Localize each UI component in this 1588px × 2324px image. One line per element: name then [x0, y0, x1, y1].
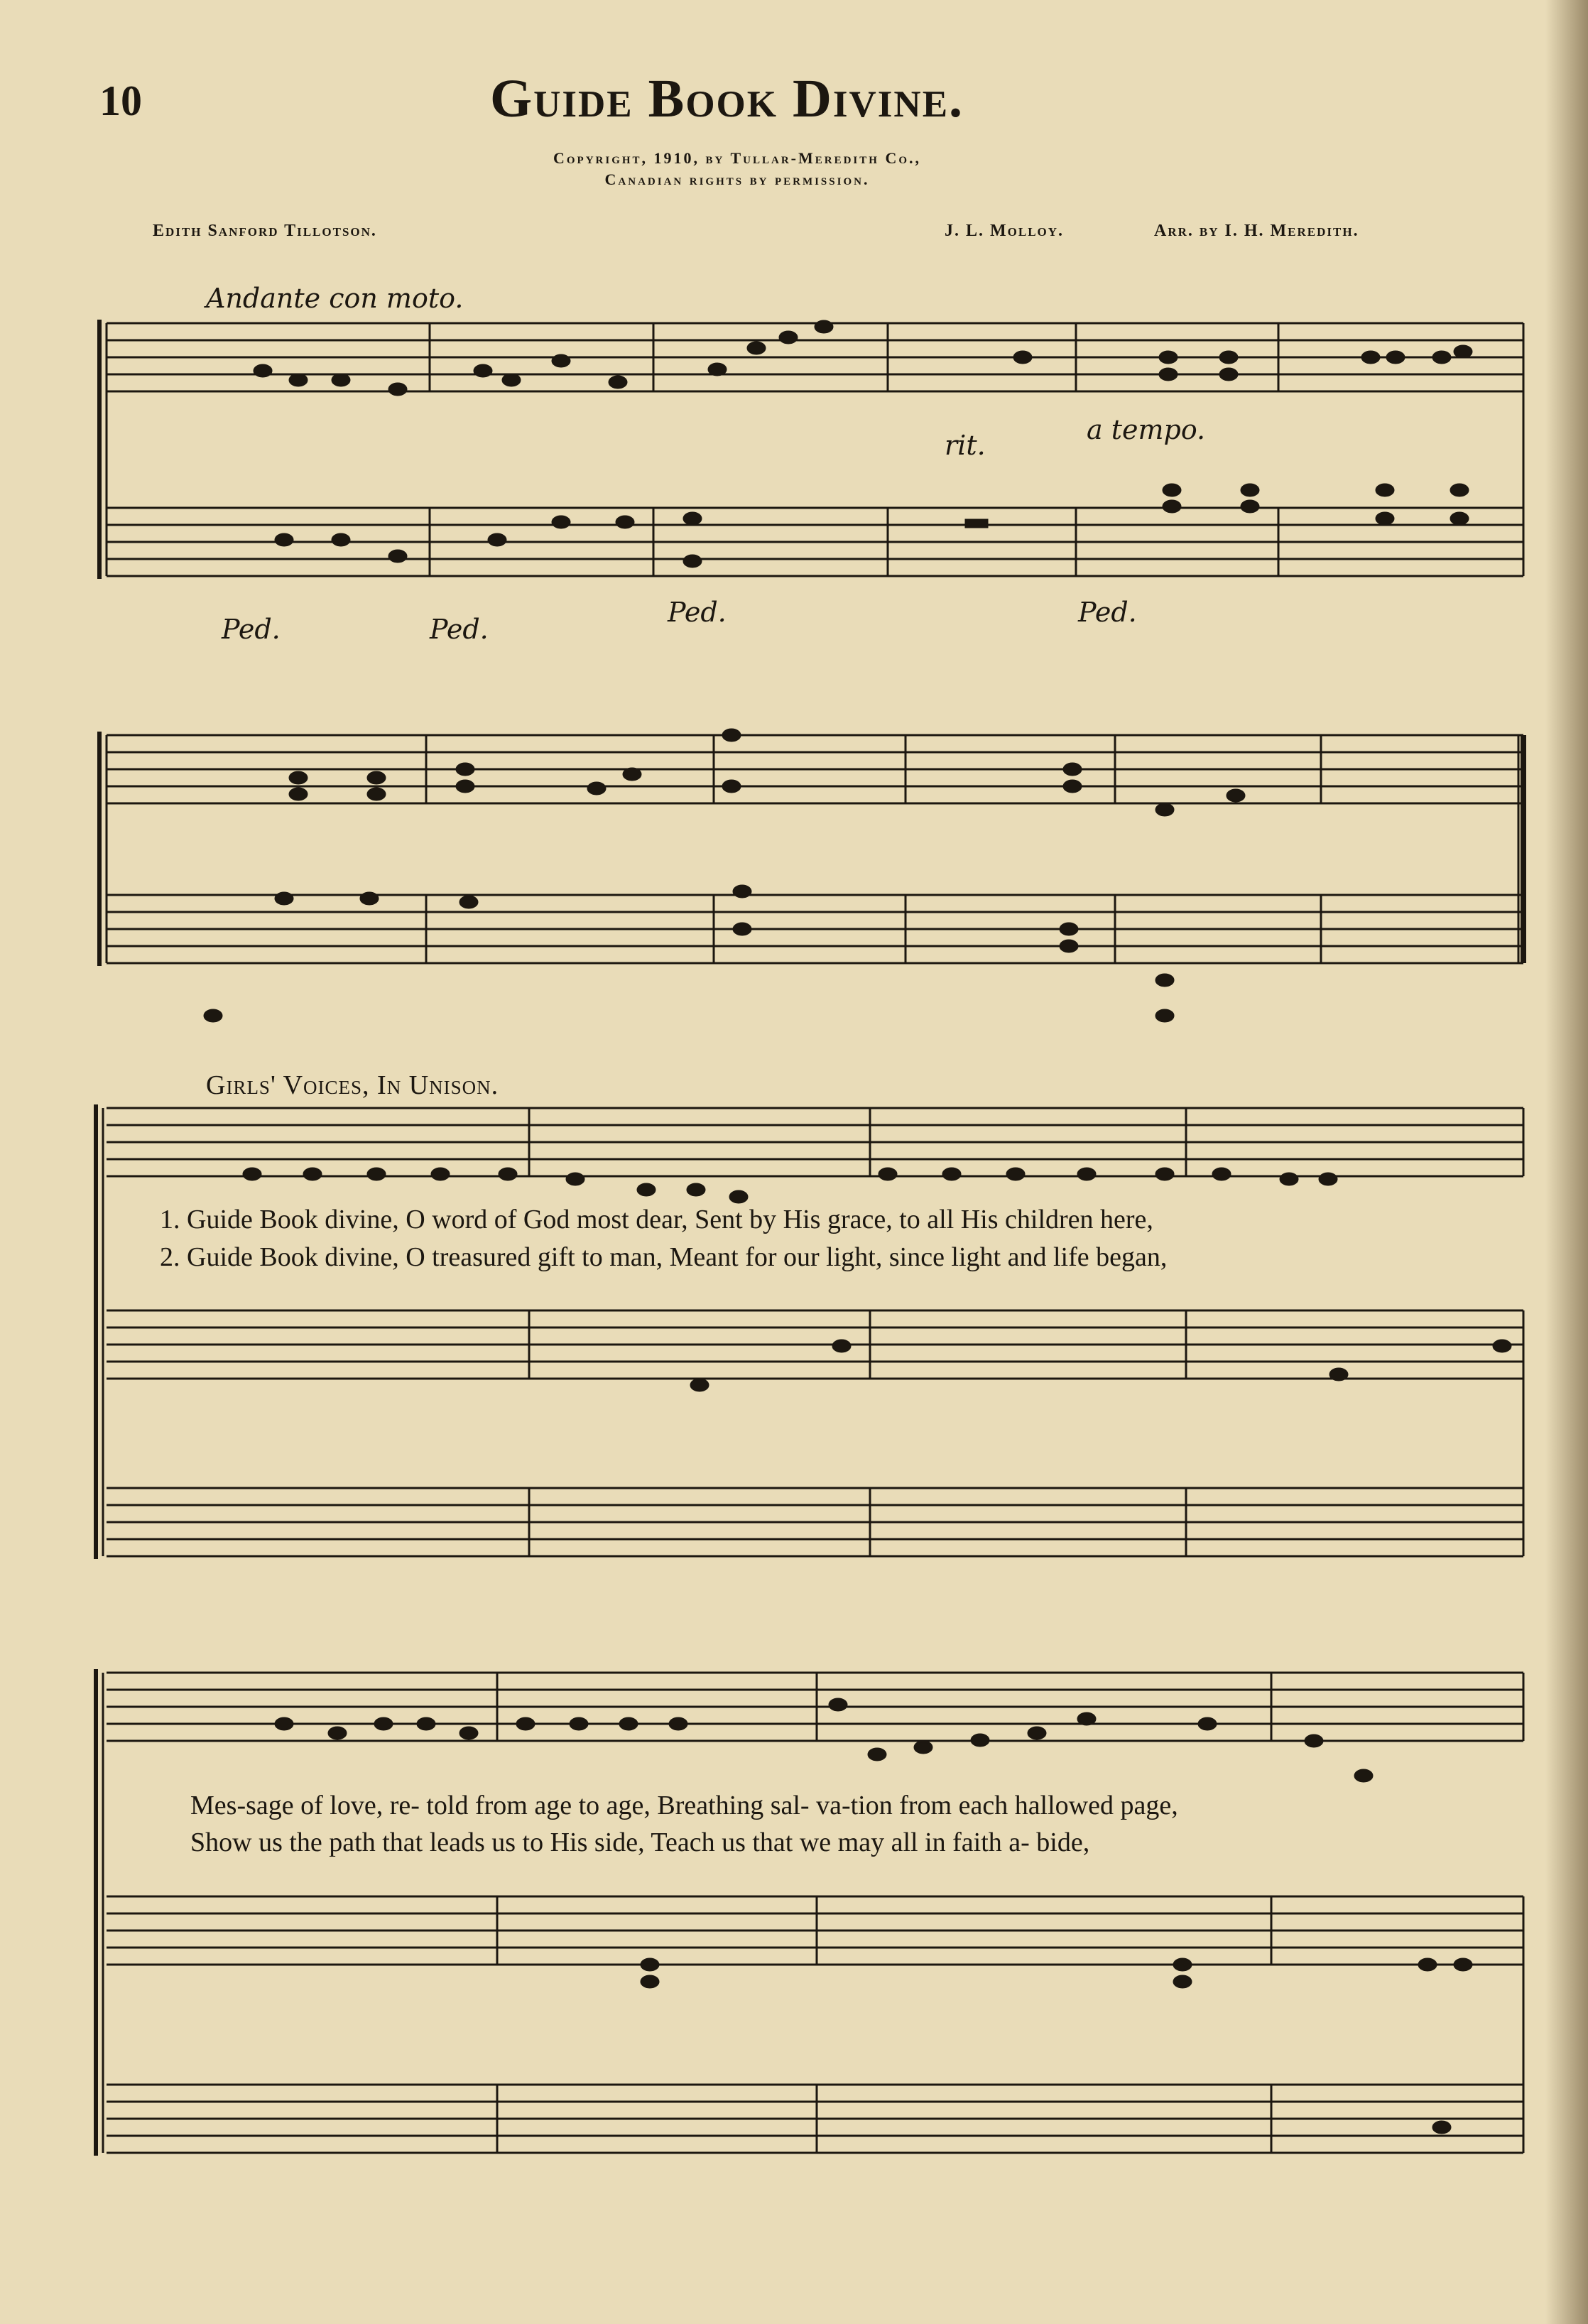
staff-system-4-treble [107, 1896, 1523, 1965]
notes-system-3 [244, 1168, 1511, 1391]
pedal-marking: Ped. [222, 614, 281, 645]
lyric-line: Show us the path that leads us to His side, Teach us that we may all in faith a- bide, [190, 1828, 1090, 1857]
staff-system-4-voice [107, 1673, 1523, 1741]
a-tempo-marking: a tempo. [1087, 414, 1206, 445]
copyright-line: Copyright, 1910, by Tullar-Meredith Co., [553, 149, 921, 167]
pedal-marking: Ped. [1078, 597, 1137, 628]
lyric-line: 1. Guide Book divine, O word of God most dear, Sent by His grace, to all His children here, [160, 1205, 1153, 1234]
rit-marking: rit. [945, 430, 986, 461]
staff-system-2-bass [107, 895, 1523, 963]
staff-system-3-voice [107, 1108, 1523, 1176]
page-number: 10 [99, 77, 142, 124]
pedal-marking: Ped. [668, 597, 727, 628]
staff-system-1-bass [107, 508, 1523, 576]
tempo-marking: Andante con moto. [206, 283, 464, 314]
rights-line: Canadian rights by permission. [604, 170, 870, 188]
lyric-line: Mes-sage of love, re- told from age to age, Breathing sal- va-tion from each hallowed page, [190, 1791, 1178, 1820]
notes-system-4 [276, 1699, 1472, 2133]
staff-system-3-bass [107, 1488, 1523, 1556]
staff-system-3-treble [107, 1310, 1523, 1379]
arranger-credit: Arr. by I. H. Meredith. [1154, 222, 1359, 240]
staff-system-2-treble [107, 735, 1523, 803]
staff-system-1-treble [107, 323, 1523, 391]
section-heading: Girls' Voices, In Unison. [206, 1070, 499, 1100]
staff-system-4-bass [107, 2085, 1523, 2153]
lyric-line: 2. Guide Book divine, O treasured gift to man, Meant for our light, since light and life began, [160, 1242, 1168, 1272]
pedal-marking: Ped. [430, 614, 489, 645]
composer-credit: J. L. Molloy. [945, 222, 1065, 240]
notes-system-2 [205, 729, 1244, 1021]
page-title: Guide Book Divine. [490, 69, 964, 129]
poet-credit: Edith Sanford Tillotson. [153, 222, 377, 240]
